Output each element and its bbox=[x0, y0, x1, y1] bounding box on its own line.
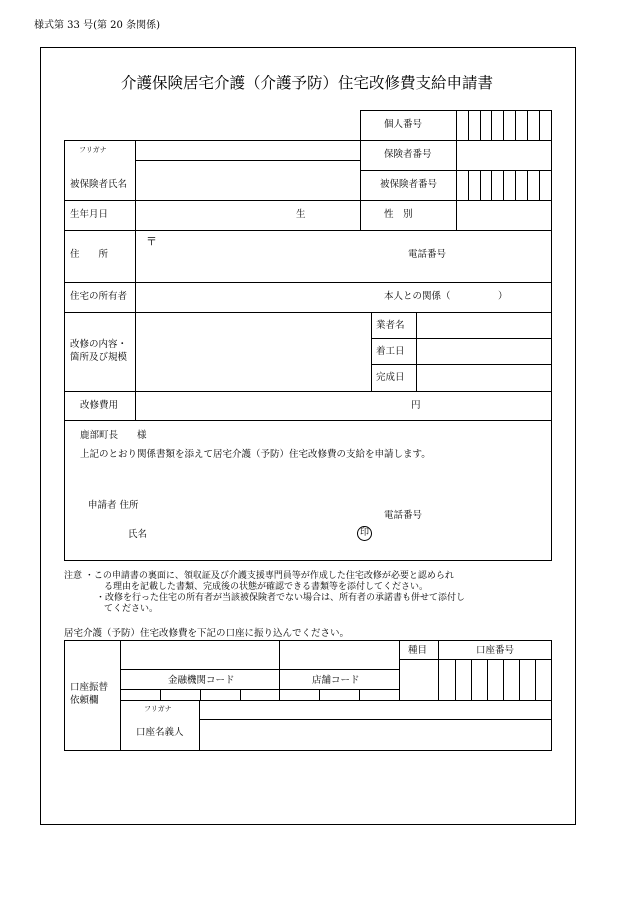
completion-date-field[interactable] bbox=[417, 365, 551, 391]
postal-mark: 〒 bbox=[146, 235, 157, 248]
form-title: 介護保険居宅介護（介護予防）住宅改修費支給申請書 bbox=[121, 74, 494, 92]
holder-furigana-label: フリガナ bbox=[144, 705, 172, 713]
account-holder-label: 口座名義人 bbox=[136, 727, 184, 738]
applicant-name-field[interactable] bbox=[150, 524, 350, 542]
birth-suffix: 生 bbox=[296, 209, 306, 220]
insured-number-label: 被保険者番号 bbox=[380, 179, 438, 190]
owner-field[interactable] bbox=[136, 283, 376, 312]
renovation-field[interactable] bbox=[136, 313, 370, 391]
applicant-address-label: 申請者 住所 bbox=[88, 500, 139, 511]
seal-mark: 印 bbox=[357, 526, 372, 541]
insured-number-field[interactable] bbox=[457, 171, 551, 200]
renovation-label-line1: 改修の内容・ bbox=[70, 339, 128, 350]
completion-date-label: 完成日 bbox=[376, 372, 405, 383]
furigana-label: フリガナ bbox=[79, 146, 107, 154]
account-number-field[interactable] bbox=[439, 660, 551, 700]
insured-name-label: 被保険者氏名 bbox=[70, 179, 128, 190]
account-type-label: 種目 bbox=[408, 645, 428, 656]
application-statement: 上記のとおり関係書類を添えて居宅介護（予防）住宅改修費の支給を申請します。 bbox=[80, 449, 431, 460]
account-holder-field[interactable] bbox=[200, 720, 551, 750]
account-type-field[interactable] bbox=[400, 660, 438, 700]
bank-code-label: 金融機関コード bbox=[168, 675, 235, 686]
owner-label: 住宅の所有者 bbox=[70, 291, 128, 302]
birth-date-field[interactable] bbox=[136, 201, 360, 230]
cost-field[interactable] bbox=[136, 392, 406, 420]
gender-label: 性 別 bbox=[384, 209, 413, 220]
insurer-number-field[interactable] bbox=[457, 141, 551, 170]
start-date-field[interactable] bbox=[417, 339, 551, 364]
gender-field[interactable] bbox=[457, 201, 551, 230]
personal-number-label: 個人番号 bbox=[384, 119, 423, 130]
insured-name-field[interactable] bbox=[136, 161, 360, 200]
furigana-field[interactable] bbox=[136, 141, 360, 160]
bank-name-field[interactable] bbox=[121, 641, 279, 669]
holder-furigana-field[interactable] bbox=[200, 701, 551, 719]
note-line-1: 注意 ・この申請書の裏面に、領収証及び介護支援専門員等が作成した住宅改修が必要と認められ bbox=[64, 571, 454, 581]
branch-name-field[interactable] bbox=[280, 641, 399, 669]
relationship-label: 本人との関係（ ） bbox=[384, 291, 508, 302]
bank-section-label-line2: 依頼欄 bbox=[70, 695, 99, 706]
note-line-4: てください。 bbox=[104, 604, 159, 614]
renovation-label-line2: 箇所及び規模 bbox=[70, 352, 128, 363]
yen-label: 円 bbox=[411, 400, 421, 411]
applicant-name-label: 氏名 bbox=[128, 529, 148, 540]
address-label: 住 所 bbox=[70, 249, 109, 260]
personal-number-field[interactable] bbox=[457, 111, 551, 140]
cost-label: 改修費用 bbox=[80, 400, 119, 411]
contractor-label: 業者名 bbox=[376, 320, 405, 331]
note-line-2: る理由を記載した書類、完成後の状態が確認できる書類等を添付してください。 bbox=[104, 582, 429, 592]
insurer-number-label: 保険者番号 bbox=[384, 149, 432, 160]
note-line-3: ・改修を行った住宅の所有者が当該被保険者でない場合は、所有者の承諾書も併せて添付し bbox=[96, 593, 466, 603]
phone-label: 電話番号 bbox=[408, 249, 447, 260]
account-number-label: 口座番号 bbox=[476, 645, 515, 656]
bank-section-label-line1: 口座振替 bbox=[70, 682, 109, 693]
address-field[interactable] bbox=[158, 231, 398, 282]
birth-date-label: 生年月日 bbox=[70, 209, 109, 220]
applicant-address-field[interactable] bbox=[148, 495, 528, 513]
applicant-phone-label: 電話番号 bbox=[384, 510, 423, 521]
form-number: 様式第 33 号(第 20 条関係) bbox=[34, 20, 160, 31]
contractor-field[interactable] bbox=[417, 313, 551, 338]
branch-code-label: 店舗コード bbox=[312, 675, 360, 686]
addressee: 鹿部町長 様 bbox=[80, 430, 147, 441]
bank-intro: 居宅介護（予防）住宅改修費を下記の口座に振り込んでください。 bbox=[64, 628, 350, 639]
start-date-label: 着工日 bbox=[376, 346, 405, 357]
